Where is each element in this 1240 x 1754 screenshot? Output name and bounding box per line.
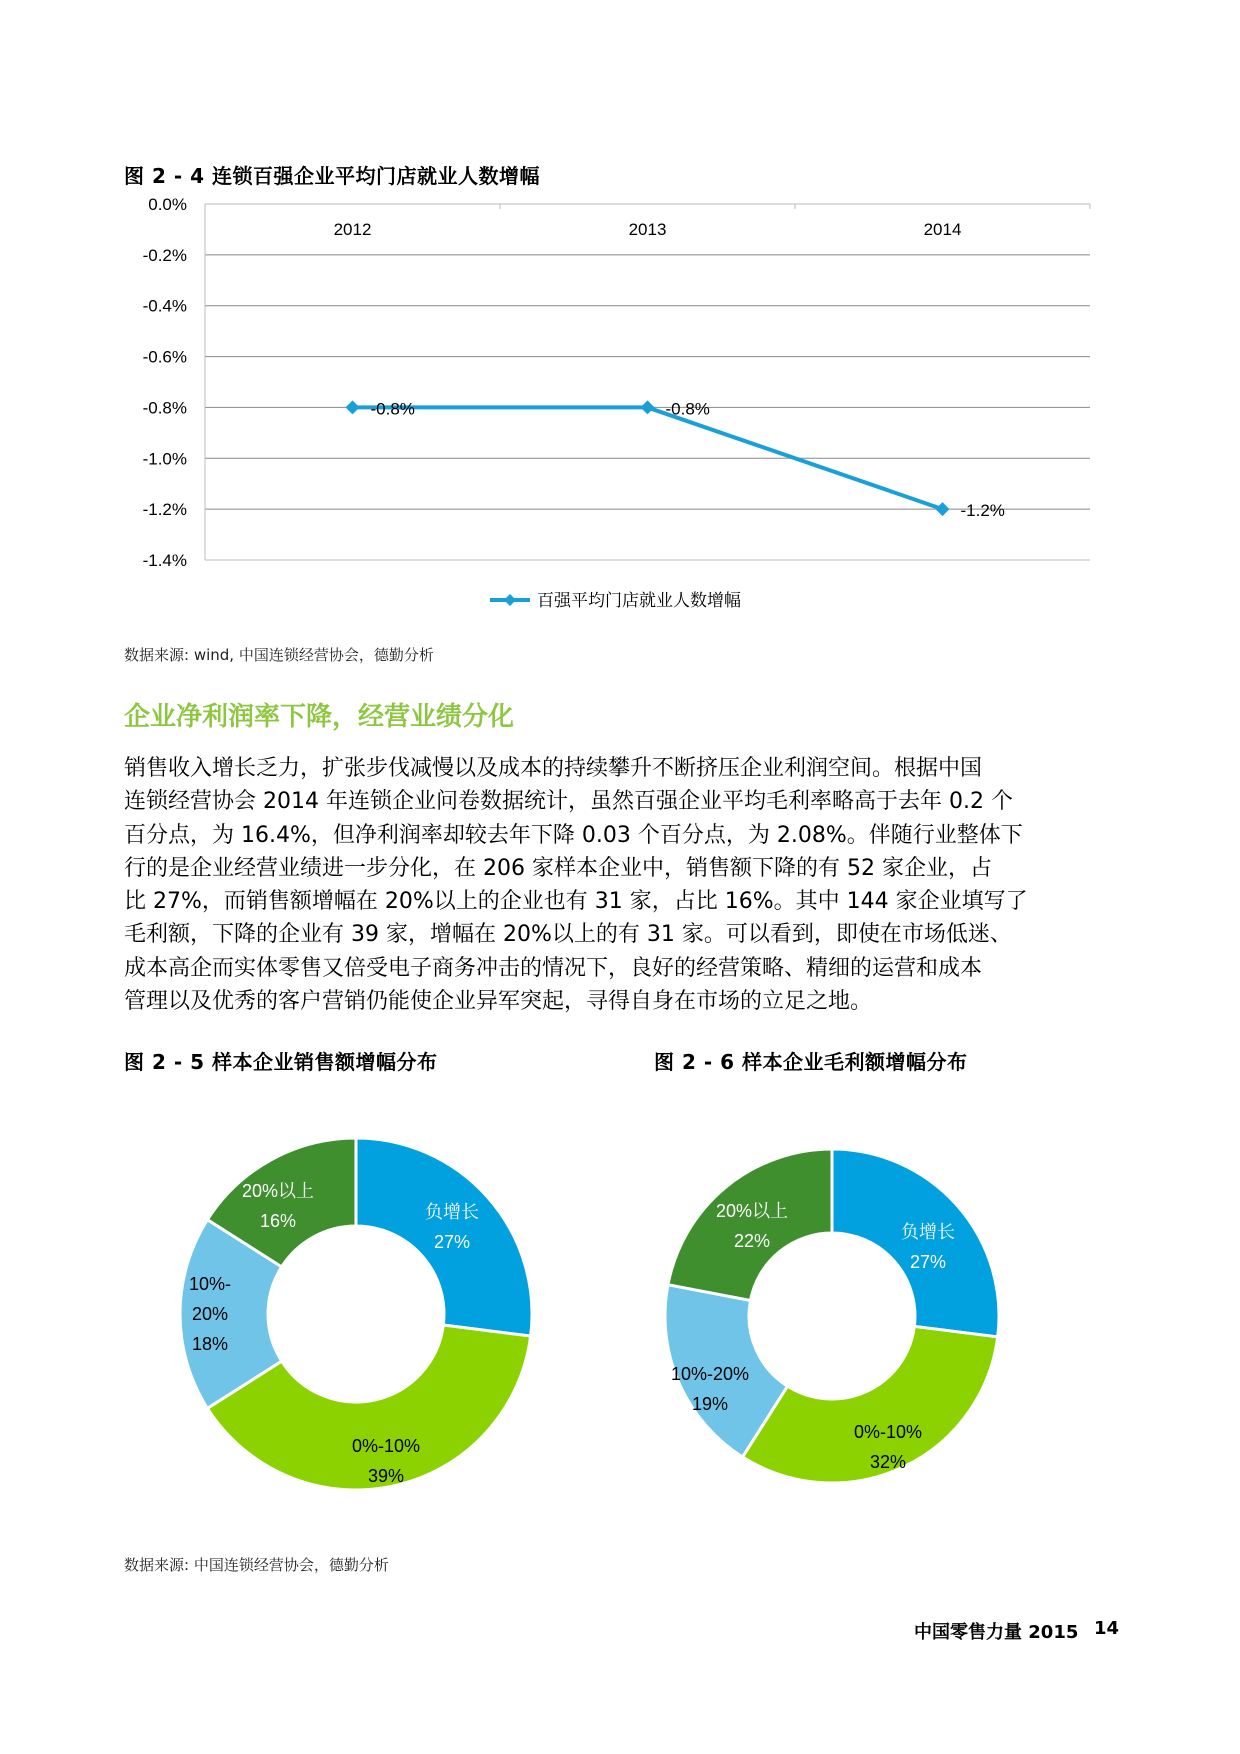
paragraph-line: 成本高企而实体零售又倍受电子商务冲击的情况下，良好的经营策略、精细的运营和成本 — [124, 955, 983, 981]
x-tick-label: 2012 — [333, 220, 372, 239]
donut-slice — [832, 1149, 999, 1337]
figure-title-2-6: 图 2 - 6 样本企业毛利额增幅分布 — [654, 1050, 968, 1074]
figure-title-2-5: 图 2 - 5 样本企业销售额增幅分布 — [124, 1050, 438, 1074]
paragraph-line: 百分点，为 16.4%，但净利润率却较去年下降 0.03 个百分点，为 2.08%。伴随行业整体下 — [124, 822, 1023, 848]
paragraph-line: 销售收入增长乏力，扩张步伐减慢以及成本的持续攀升不断挤压企业利润空间。根据中国 — [124, 756, 983, 781]
paragraph-line: 管理以及优秀的客户营销仍能使企业异军突起，寻得自身在市场的立足之地。 — [124, 989, 873, 1015]
x-tick-label: 2014 — [923, 220, 962, 239]
line-chart — [120, 190, 1110, 620]
figure-source-2-5-2-6: 数据来源: 中国连锁经营协会，德勤分析 — [124, 1556, 389, 1574]
data-label: -0.8% — [370, 399, 415, 419]
data-point — [936, 502, 950, 516]
figure-title-2-4: 图 2 - 4 连锁百强企业平均门店就业人数增幅 — [124, 164, 540, 188]
paragraph-line: 毛利额，下降的企业有 39 家，增幅在 20%以上的有 31 家。可以看到，即使在市场低迷、 — [124, 922, 1012, 948]
slice-label: 负增长 27% — [425, 1202, 479, 1252]
footer-title: 中国零售力量 2015 — [914, 1622, 1079, 1643]
x-tick-label: 2013 — [628, 220, 667, 239]
slice-label: 10%-20% 18% — [188, 1274, 232, 1354]
donut-chart-gross-profit — [640, 1138, 1030, 1518]
y-tick-label: -0.4% — [142, 296, 187, 316]
donut-chart-sales — [160, 1118, 560, 1518]
data-point — [641, 400, 655, 414]
figure-source-2-4: 数据来源: wind, 中国连锁经营协会，德勤分析 — [124, 646, 434, 664]
slice-label: 0%-10% 39% — [351, 1436, 421, 1486]
legend-label: 百强平均门店就业人数增幅 — [537, 591, 741, 610]
data-label: -0.8% — [665, 399, 710, 419]
paragraph-line: 比 27%，而销售额增幅在 20%以上的企业也有 31 家，占比 16%。其中 144 家企业填写了 — [124, 889, 1028, 915]
section-paragraph — [124, 752, 1124, 1018]
section-heading: 企业净利润率下降，经营业绩分化 — [124, 702, 515, 732]
donut-slice — [668, 1149, 832, 1300]
paragraph-line: 行的是企业经营业绩进一步分化，在 206 家样本企业中，销售额下降的有 52 家企业，占 — [124, 855, 992, 881]
y-tick-label: -0.8% — [142, 398, 187, 418]
slice-label: 10%-20% 19% — [670, 1364, 750, 1414]
y-tick-label: -1.0% — [142, 449, 187, 469]
data-label: -1.2% — [960, 501, 1005, 521]
y-tick-label: 0.0% — [148, 195, 187, 214]
page-number: 14 — [1094, 1618, 1120, 1639]
y-tick-label: -0.6% — [142, 347, 187, 367]
slice-label: 20%以上 16% — [241, 1181, 315, 1231]
legend-marker — [504, 594, 516, 606]
slice-label: 20%以上 22% — [715, 1201, 789, 1251]
slice-label: 负增长 27% — [901, 1222, 955, 1272]
y-tick-label: -1.4% — [142, 551, 187, 570]
data-point — [346, 400, 360, 414]
paragraph-line: 连锁经营协会 2014 年连锁企业问卷数据统计，虽然百强企业平均毛利率略高于去年 0.2 个 — [124, 789, 1013, 815]
slice-label: 0%-10% 32% — [853, 1422, 923, 1472]
y-tick-label: -1.2% — [142, 500, 187, 520]
y-tick-label: -0.2% — [142, 245, 187, 265]
